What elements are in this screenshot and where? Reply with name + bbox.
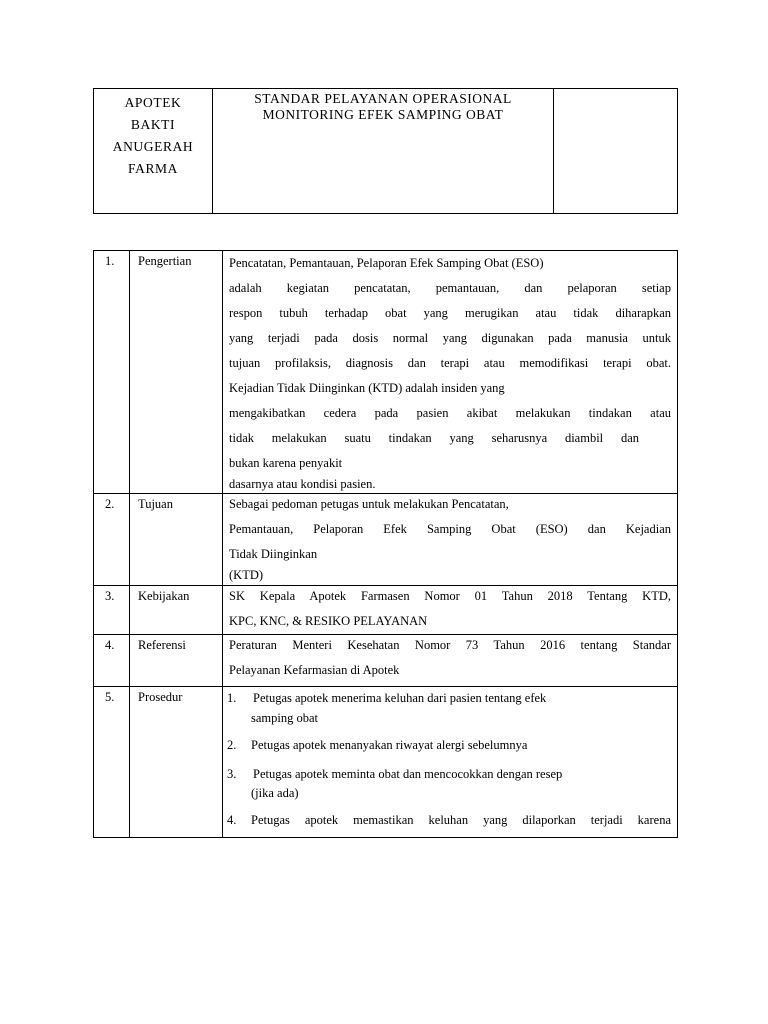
row-label: Kebijakan: [130, 586, 223, 634]
row-content: [223, 494, 677, 585]
row-content: [223, 251, 677, 493]
content-line: yang terjadi pada dosis normal yang digunakan pada manusia untuk: [229, 331, 671, 345]
row-number: 4.: [94, 635, 130, 686]
company-name-line: ANUGERAH: [112, 139, 194, 154]
row-number: 2.: [94, 494, 130, 585]
header-empty-cell: [554, 89, 677, 213]
row-number: 3.: [94, 586, 130, 634]
content-line: (KTD): [229, 568, 264, 582]
content-line: Pencatatan, Pemantauan, Pelaporan Efek Samping Obat (ESO): [229, 256, 544, 270]
content-line: bukan karena penyakit: [229, 456, 343, 470]
step-number: 1.: [227, 691, 237, 705]
content-line: adalah kegiatan pencatatan, pemantauan, dan pelaporan setiap: [229, 281, 671, 295]
row-number: 1.: [94, 251, 130, 493]
company-name-line: APOTEK: [124, 95, 182, 110]
content-line: Pelayanan Kefarmasian di Apotek: [229, 663, 400, 677]
table-row: [94, 586, 677, 635]
company-name-cell: [94, 89, 213, 213]
table-row: [94, 251, 677, 494]
step-text: Petugas apotek meminta obat dan mencocokkan dengan resep: [253, 767, 563, 781]
content-line: Sebagai pedoman petugas untuk melakukan Pencatatan,: [229, 497, 509, 511]
step-text: samping obat: [251, 711, 319, 725]
content-line: dasarnya atau kondisi pasien.: [229, 477, 376, 491]
content-line: mengakibatkan cedera pada pasien akibat melakukan tindakan atau: [229, 406, 671, 420]
content-line: Tidak Diinginkan: [229, 547, 318, 561]
sop-table: [93, 250, 678, 838]
document-title-cell: [213, 89, 554, 213]
company-name-line: BAKTI: [130, 117, 176, 132]
row-label: Pengertian: [130, 251, 223, 493]
step-text: Petugas apotek menerima keluhan dari pasien tentang efek: [253, 691, 547, 705]
step-text: Petugas apotek memastikan keluhan yang dilaporkan terjadi karena: [251, 813, 671, 827]
step-number: 2.: [227, 738, 237, 752]
row-label: Referensi: [130, 635, 223, 686]
step-text: (jika ada): [251, 786, 299, 800]
document-title-line: MONITORING EFEK SAMPING OBAT: [262, 107, 504, 122]
row-content: [223, 635, 677, 686]
row-label: Tujuan: [130, 494, 223, 585]
table-row: [94, 635, 677, 687]
content-line: Peraturan Menteri Kesehatan Nomor 73 Tahun 2016 tentang Standar: [229, 638, 671, 652]
content-line: tidak melakukan suatu tindakan yang seharusnya diambil dan: [229, 431, 639, 445]
document-title-line: STANDAR PELAYANAN OPERASIONAL: [254, 91, 512, 106]
row-label: Prosedur: [130, 687, 223, 837]
content-line: Kejadian Tidak Diinginkan (KTD) adalah insiden yang: [229, 381, 505, 395]
content-line: KPC, KNC, & RESIKO PELAYANAN: [229, 614, 428, 628]
content-line: Pemantauan, Pelaporan Efek Samping Obat (ESO) dan Kejadian: [229, 522, 671, 536]
table-row: [94, 494, 677, 586]
step-number: 4.: [227, 813, 237, 827]
row-content: [223, 586, 677, 634]
content-line: SK Kepala Apotek Farmasen Nomor 01 Tahun 2018 Tentang KTD,: [229, 589, 671, 603]
content-line: tujuan profilaksis, diagnosis dan terapi atau memodifikasi terapi obat.: [229, 356, 671, 370]
table-row: [94, 687, 677, 837]
content-line: respon tubuh terhadap obat yang merugikan atau tidak diharapkan: [229, 306, 671, 320]
company-name-line: FARMA: [127, 161, 178, 176]
step-text: Petugas apotek menanyakan riwayat alergi sebelumnya: [251, 738, 528, 752]
step-number: 3.: [227, 767, 237, 781]
header-table: [93, 88, 678, 214]
row-number: 5.: [94, 687, 130, 837]
procedure-list: [223, 687, 677, 837]
